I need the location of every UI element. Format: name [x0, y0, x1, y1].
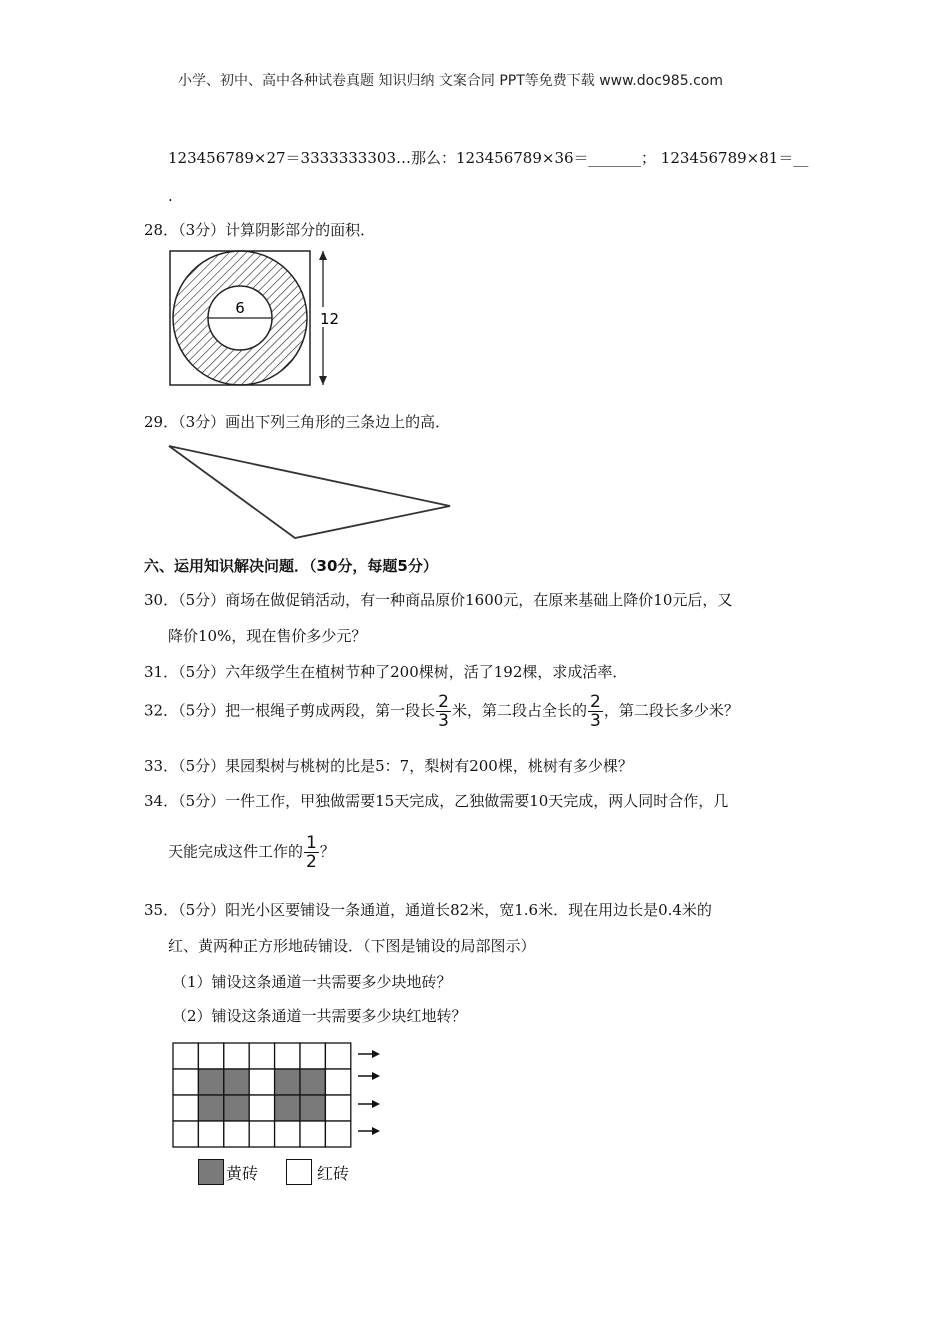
red-tile	[249, 1121, 274, 1147]
red-tile	[198, 1043, 223, 1069]
arrow-right-icon	[372, 1127, 380, 1135]
section-6-title: 六、运用知识解决问题．（30分，每题5分）	[144, 557, 438, 575]
arrow-right-icon	[372, 1050, 380, 1058]
red-tile	[173, 1069, 198, 1095]
red-tile	[275, 1043, 300, 1069]
q28-figure	[160, 245, 360, 395]
inner-diameter-label: 6	[235, 299, 245, 317]
yellow-tile	[275, 1095, 300, 1121]
yellow-tile	[300, 1069, 325, 1095]
q35-line2: 红、黄两种正方形地砖铺设．（下图是铺设的局部图示）	[168, 937, 536, 955]
red-tile	[249, 1095, 274, 1121]
arrow-down-icon	[319, 376, 327, 385]
red-tile	[325, 1121, 350, 1147]
q30-line1: 30．（5分）商场在做促销活动，有一种商品原价1600元，在原来基础上降价10元后，又	[144, 591, 733, 609]
tile-diagram	[170, 1040, 390, 1150]
red-tile	[249, 1043, 274, 1069]
q29-text: 29．（3分）画出下列三角形的三条边上的高．	[144, 413, 451, 431]
q29-triangle	[160, 438, 460, 548]
q34-line1: 34．（5分）一件工作，甲独做需要15天完成，乙独做需要10天完成，两人同时合作，几	[144, 792, 729, 810]
legend-yellow-label: 黄砖	[226, 1164, 259, 1183]
yellow-tile	[224, 1069, 249, 1095]
red-tile	[325, 1043, 350, 1069]
legend-red-label: 红砖	[317, 1164, 350, 1183]
q30-line2: 降价10%，现在售价多少元？	[168, 627, 367, 645]
red-tile	[198, 1121, 223, 1147]
q27-line: 123456789×27＝3333333303…那么：123456789×36＝_______； 123456789×81＝__	[168, 149, 809, 167]
yellow-tile	[275, 1069, 300, 1095]
page-header: 小学、初中、高中各种试卷真题 知识归纳 文案合同 PPT等免费下载 www.doc985.com	[178, 73, 723, 89]
fraction: $\frac{2}{3}$	[589, 692, 601, 731]
legend-yellow-swatch	[198, 1159, 224, 1185]
red-tile	[224, 1121, 249, 1147]
red-tile	[173, 1095, 198, 1121]
yellow-tile	[224, 1095, 249, 1121]
red-tile	[173, 1043, 198, 1069]
legend-red-swatch	[286, 1159, 312, 1185]
red-tile	[300, 1043, 325, 1069]
yellow-tile	[198, 1069, 223, 1095]
q32-text: 32．（5分）把一根绳子剪成两段，第一段长 $\frac{2}{3}$ 米，第二段占全长的 $\frac{2}{3}$ ，第二段长多少米？	[144, 692, 739, 731]
q33-text: 33．（5分）果园梨树与桃树的比是5：7，梨树有200棵，桃树有多少棵？	[144, 757, 633, 775]
red-tile	[173, 1121, 198, 1147]
q35-sub2: （2）铺设这条通道一共需要多少块红地转？	[172, 1007, 467, 1025]
arrow-right-icon	[372, 1072, 380, 1080]
red-tile	[325, 1069, 350, 1095]
q28-text: 28．（3分）计算阴影部分的面积．	[144, 221, 376, 239]
fraction: $\frac{2}{3}$	[438, 692, 449, 731]
q35-line1: 35．（5分）阳光小区要铺设一条通道，通道长82米，宽1.6米．现在用边长是0.4米的	[144, 901, 712, 919]
q34-line2: 天能完成这件工作的 $\frac{1}{2}$ ？	[168, 833, 335, 872]
red-tile	[300, 1121, 325, 1147]
outer-dimension-label: 12	[320, 310, 340, 328]
red-tile	[224, 1043, 249, 1069]
red-tile	[249, 1069, 274, 1095]
red-tile	[275, 1121, 300, 1147]
q27-tail: .	[168, 187, 173, 205]
yellow-tile	[198, 1095, 223, 1121]
red-tile	[325, 1095, 350, 1121]
q35-sub1: （1）铺设这条通道一共需要多少块地砖？	[172, 973, 452, 991]
fraction: $\frac{1}{2}$	[306, 833, 317, 872]
arrow-up-icon	[319, 251, 327, 260]
q31-text: 31．（5分）六年级学生在植树节种了200棵树，活了192棵，求成活率．	[144, 663, 628, 681]
direction-arrows	[358, 1050, 380, 1135]
arrow-right-icon	[372, 1100, 380, 1108]
yellow-tile	[300, 1095, 325, 1121]
